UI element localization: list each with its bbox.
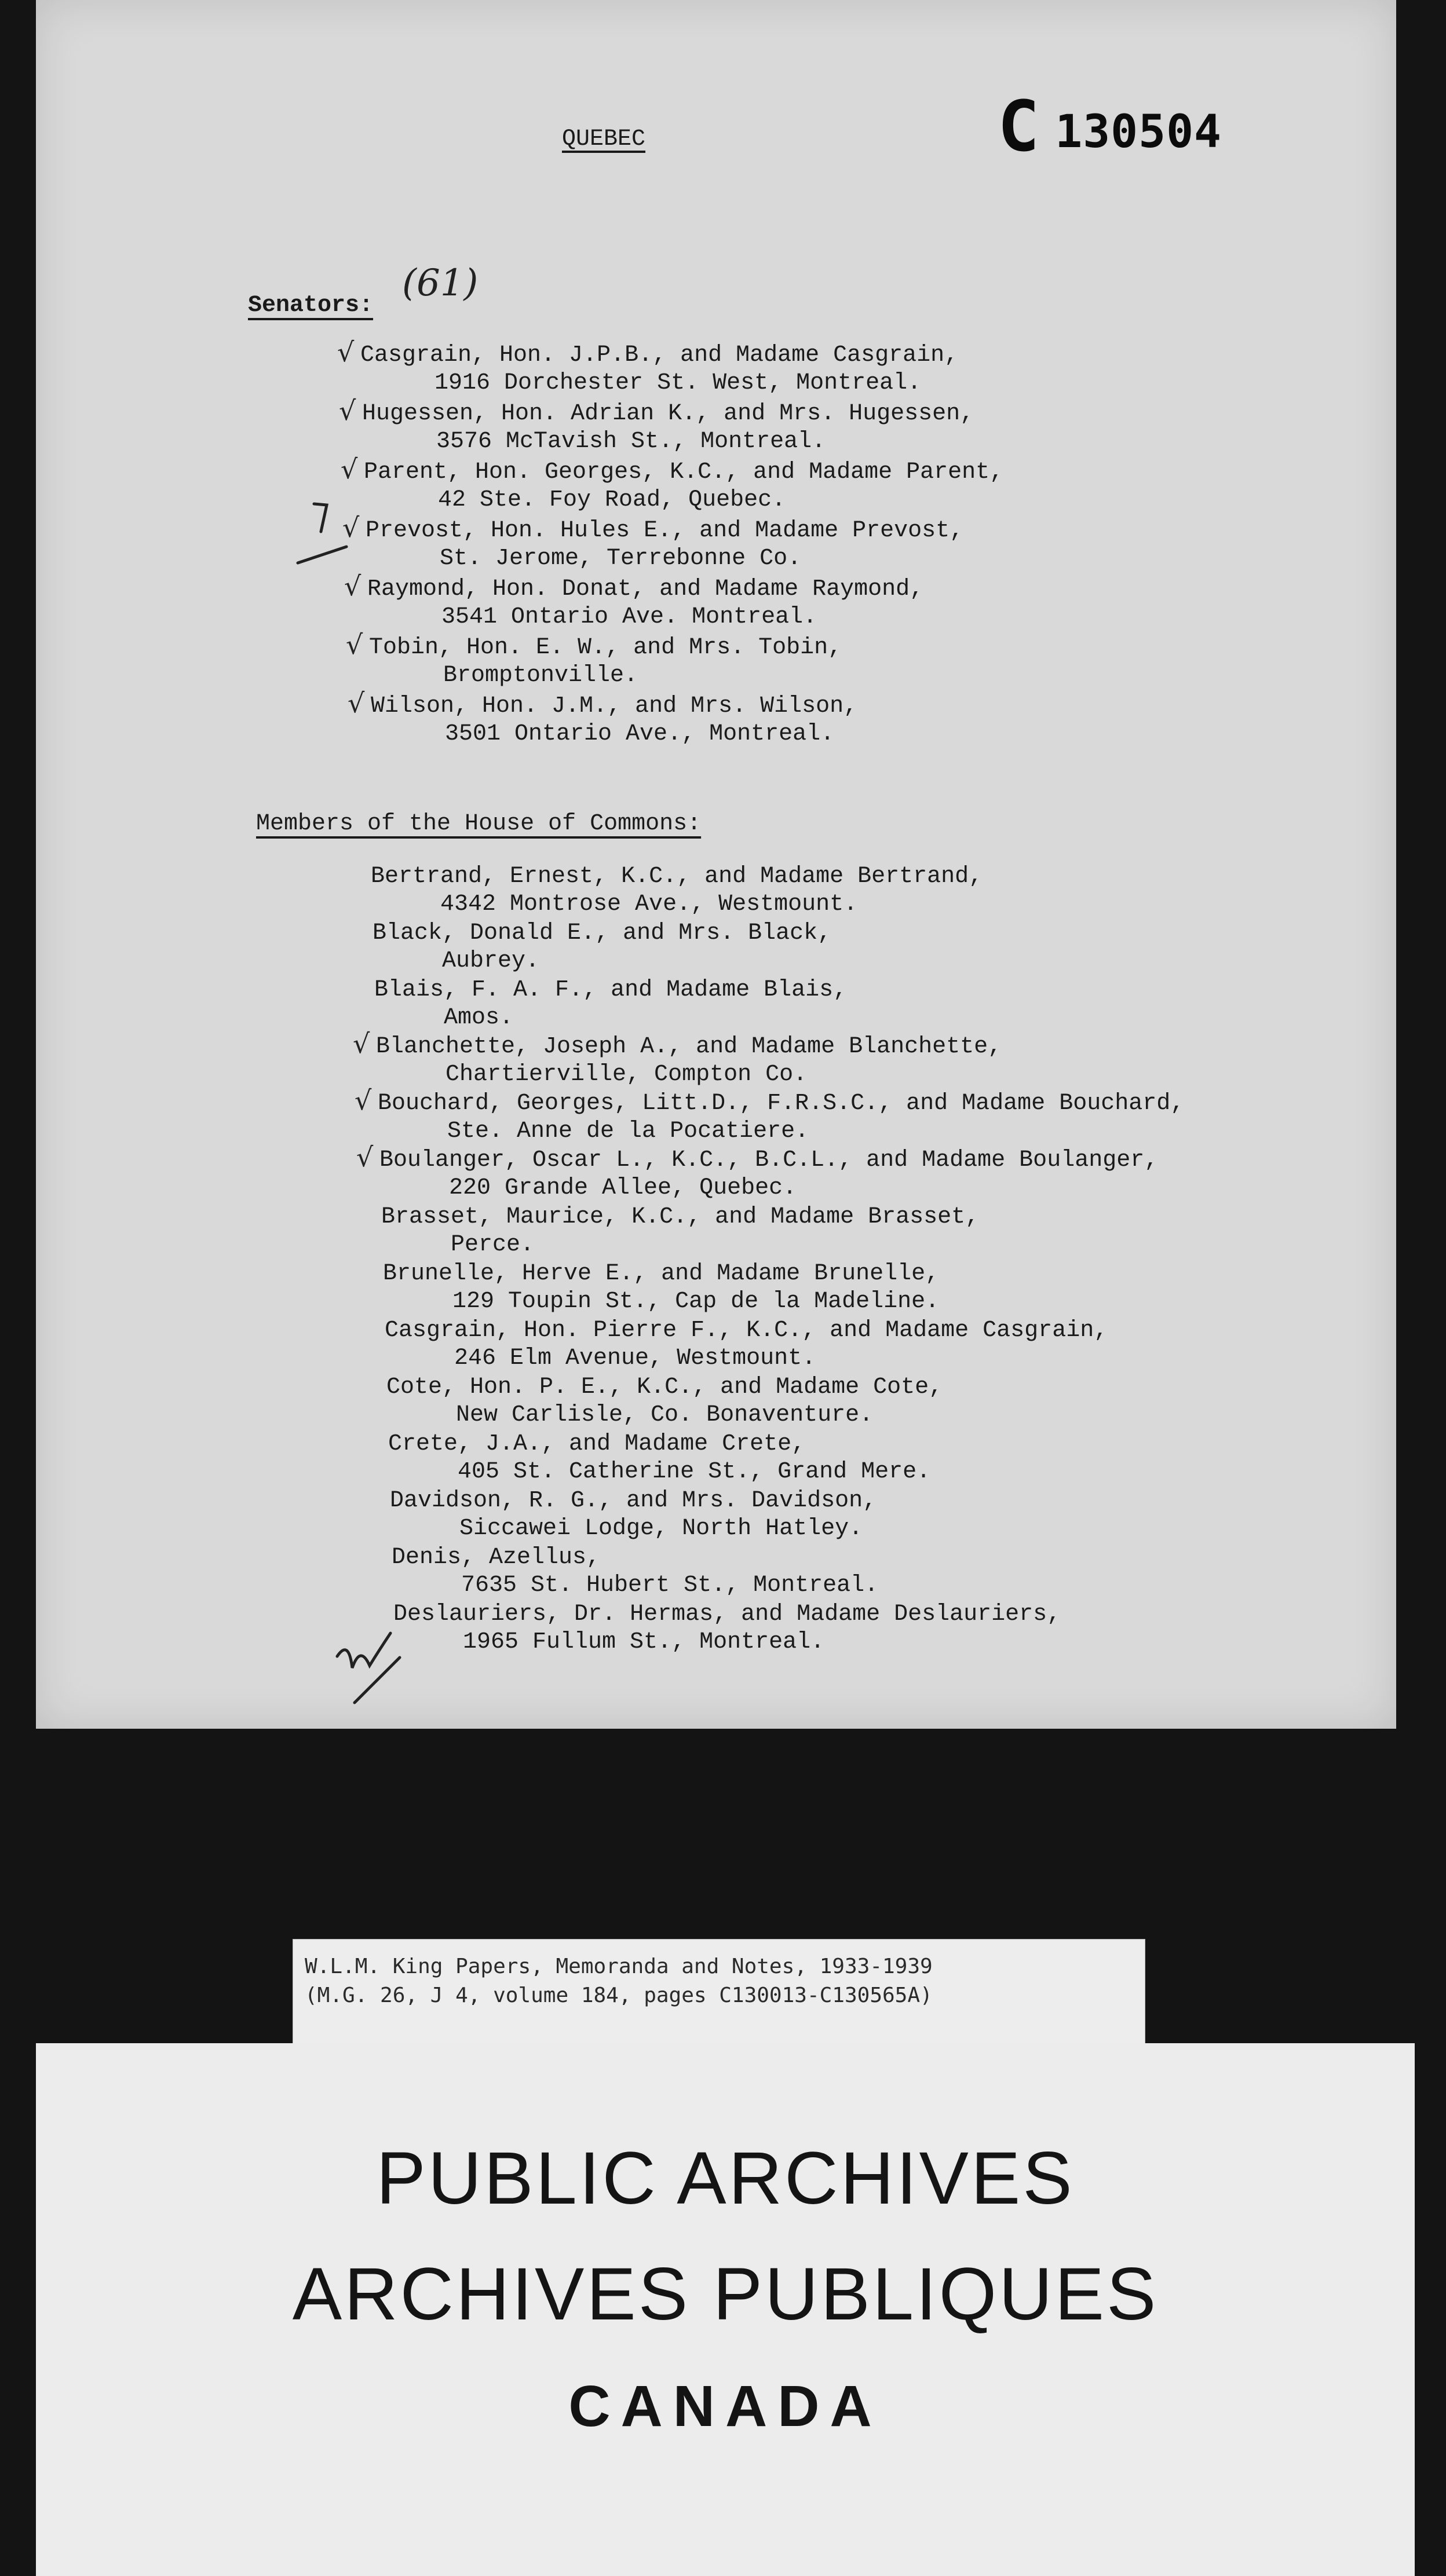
entry-address: New Carlisle, Co. Bonaventure. <box>456 1402 874 1428</box>
entry-address: 42 Ste. Foy Road, Quebec. <box>438 487 786 513</box>
entry-address: Perce. <box>451 1232 535 1258</box>
entry-address: 220 Grande Allee, Quebec. <box>449 1175 797 1201</box>
archive-reference-label <box>293 1939 1145 2044</box>
entry-name: Black, Donald E., and Mrs. Black, <box>373 920 832 946</box>
list-item <box>348 687 858 748</box>
commons-heading: Members of the House of Commons: <box>256 811 702 837</box>
checkmark-icon: √ <box>356 1141 374 1173</box>
entry-name: Parent, Hon. Georges, K.C., and Madame Parent, <box>364 459 1004 485</box>
archives-line-3: CANADA <box>568 2374 882 2439</box>
checkmark-icon: √ <box>339 395 356 426</box>
list-item <box>346 629 842 690</box>
list-item <box>373 920 831 975</box>
entry-address: Amos. <box>444 1005 514 1031</box>
entry-address: 3541 Ontario Ave. Montreal. <box>441 604 817 630</box>
list-item <box>353 1028 1002 1089</box>
entry-address: 4342 Montrose Ave., Westmount. <box>440 891 858 917</box>
entry-address: Bromptonville. <box>443 663 638 689</box>
list-item <box>355 1085 1185 1146</box>
list-item <box>393 1601 1061 1656</box>
entry-address: 3501 Ontario Ave., Montreal. <box>445 721 835 747</box>
list-item <box>388 1430 930 1486</box>
list-item <box>371 863 983 919</box>
list-item <box>356 1141 1159 1202</box>
entry-name: Crete, J.A., and Madame Crete, <box>388 1431 806 1457</box>
entry-name: Prevost, Hon. Hules E., and Madame Prevost, <box>366 518 964 544</box>
checkmark-icon: √ <box>342 512 360 543</box>
checkmark-icon: √ <box>337 336 355 368</box>
entry-name: Blanchette, Joseph A., and Madame Blanchette, <box>376 1034 1002 1060</box>
archives-line-2: ARCHIVES PUBLIQUES <box>292 2253 1159 2336</box>
entry-name: Brasset, Maurice, K.C., and Madame Brasset, <box>381 1204 980 1230</box>
entry-name: Denis, Azellus, <box>392 1545 601 1571</box>
entry-address: 7635 St. Hubert St., Montreal. <box>461 1572 879 1598</box>
entry-address: 1916 Dorchester St. West, Montreal. <box>434 370 922 396</box>
archives-line-1: PUBLIC ARCHIVES <box>376 2137 1075 2220</box>
list-item <box>381 1203 979 1259</box>
list-item <box>339 395 974 456</box>
list-item <box>385 1317 1108 1373</box>
checkmark-icon: √ <box>348 687 365 719</box>
handwritten-initial-mark <box>326 1616 407 1708</box>
list-item <box>392 1544 878 1600</box>
reference-number: C 130504 <box>998 87 1222 167</box>
entry-address: St. Jerome, Terrebonne Co. <box>440 546 802 572</box>
entry-name: Deslauriers, Dr. Hermas, and Madame Deslauriers, <box>393 1601 1061 1627</box>
entry-name: Bouchard, Georges, Litt.D., F.R.S.C., and Madame Bouchard, <box>378 1091 1185 1117</box>
checkmark-icon: √ <box>341 453 358 485</box>
checkmark-icon: √ <box>344 570 362 602</box>
list-item <box>383 1260 939 1316</box>
list-item <box>341 453 1004 514</box>
entry-name: Boulanger, Oscar L., K.C., B.C.L., and Madame Boulanger, <box>379 1147 1159 1173</box>
entry-address: Chartierville, Compton Co. <box>446 1062 808 1088</box>
entry-address: 405 St. Catherine St., Grand Mere. <box>458 1459 931 1485</box>
list-item <box>344 570 924 631</box>
entry-name: Brunelle, Herve E., and Madame Brunelle, <box>383 1261 940 1287</box>
entry-address: 246 Elm Avenue, Westmount. <box>454 1345 816 1371</box>
archives-card <box>36 2043 1415 2576</box>
entry-address: Aubrey. <box>442 948 540 974</box>
entry-name: Cote, Hon. P. E., K.C., and Madame Cote, <box>386 1374 943 1400</box>
senators-heading: Senators: <box>248 292 374 319</box>
handwritten-stroke-mark <box>291 498 355 579</box>
entry-name: Casgrain, Hon. Pierre F., K.C., and Madame Casgrain, <box>385 1318 1108 1344</box>
list-item <box>390 1487 877 1543</box>
entry-name: Wilson, Hon. J.M., and Mrs. Wilson, <box>371 693 858 719</box>
entry-name: Hugessen, Hon. Adrian K., and Mrs. Hugessen, <box>362 401 974 427</box>
list-item <box>374 976 847 1032</box>
entry-name: Raymond, Hon. Donat, and Madame Raymond, <box>367 576 924 602</box>
entry-name: Davidson, R. G., and Mrs. Davidson, <box>390 1488 877 1514</box>
entry-name: Tobin, Hon. E. W., and Mrs. Tobin, <box>369 635 842 661</box>
entry-address: 3576 McTavish St., Montreal. <box>436 429 826 455</box>
document-page <box>36 0 1396 1729</box>
label-line-1: W.L.M. King Papers, Memoranda and Notes, 1933-1939 <box>305 1955 933 1978</box>
checkmark-icon: √ <box>353 1028 370 1059</box>
label-line-2: (M.G. 26, J 4, volume 184, pages C130013-C130565A) <box>305 1984 933 2007</box>
checkmark-icon: √ <box>355 1085 372 1116</box>
entry-name: Blais, F. A. F., and Madame Blais, <box>374 977 848 1003</box>
entry-address: 1965 Fullum St., Montreal. <box>463 1629 825 1655</box>
entry-address: Siccawei Lodge, North Hatley. <box>459 1516 863 1542</box>
entry-address: Ste. Anne de la Pocatiere. <box>447 1118 809 1144</box>
page-title: QUEBEC <box>562 126 646 152</box>
checkmark-icon: √ <box>346 629 363 660</box>
list-item <box>337 336 959 397</box>
entry-address: 129 Toupin St., Cap de la Madeline. <box>452 1289 940 1315</box>
list-item <box>386 1374 943 1429</box>
handwritten-count: (61) <box>402 262 479 305</box>
entry-name: Bertrand, Ernest, K.C., and Madame Bertrand, <box>371 863 983 890</box>
entry-name: Casgrain, Hon. J.P.B., and Madame Casgrain, <box>360 342 959 368</box>
list-item <box>342 512 964 573</box>
reference-prefix: C <box>998 87 1040 167</box>
